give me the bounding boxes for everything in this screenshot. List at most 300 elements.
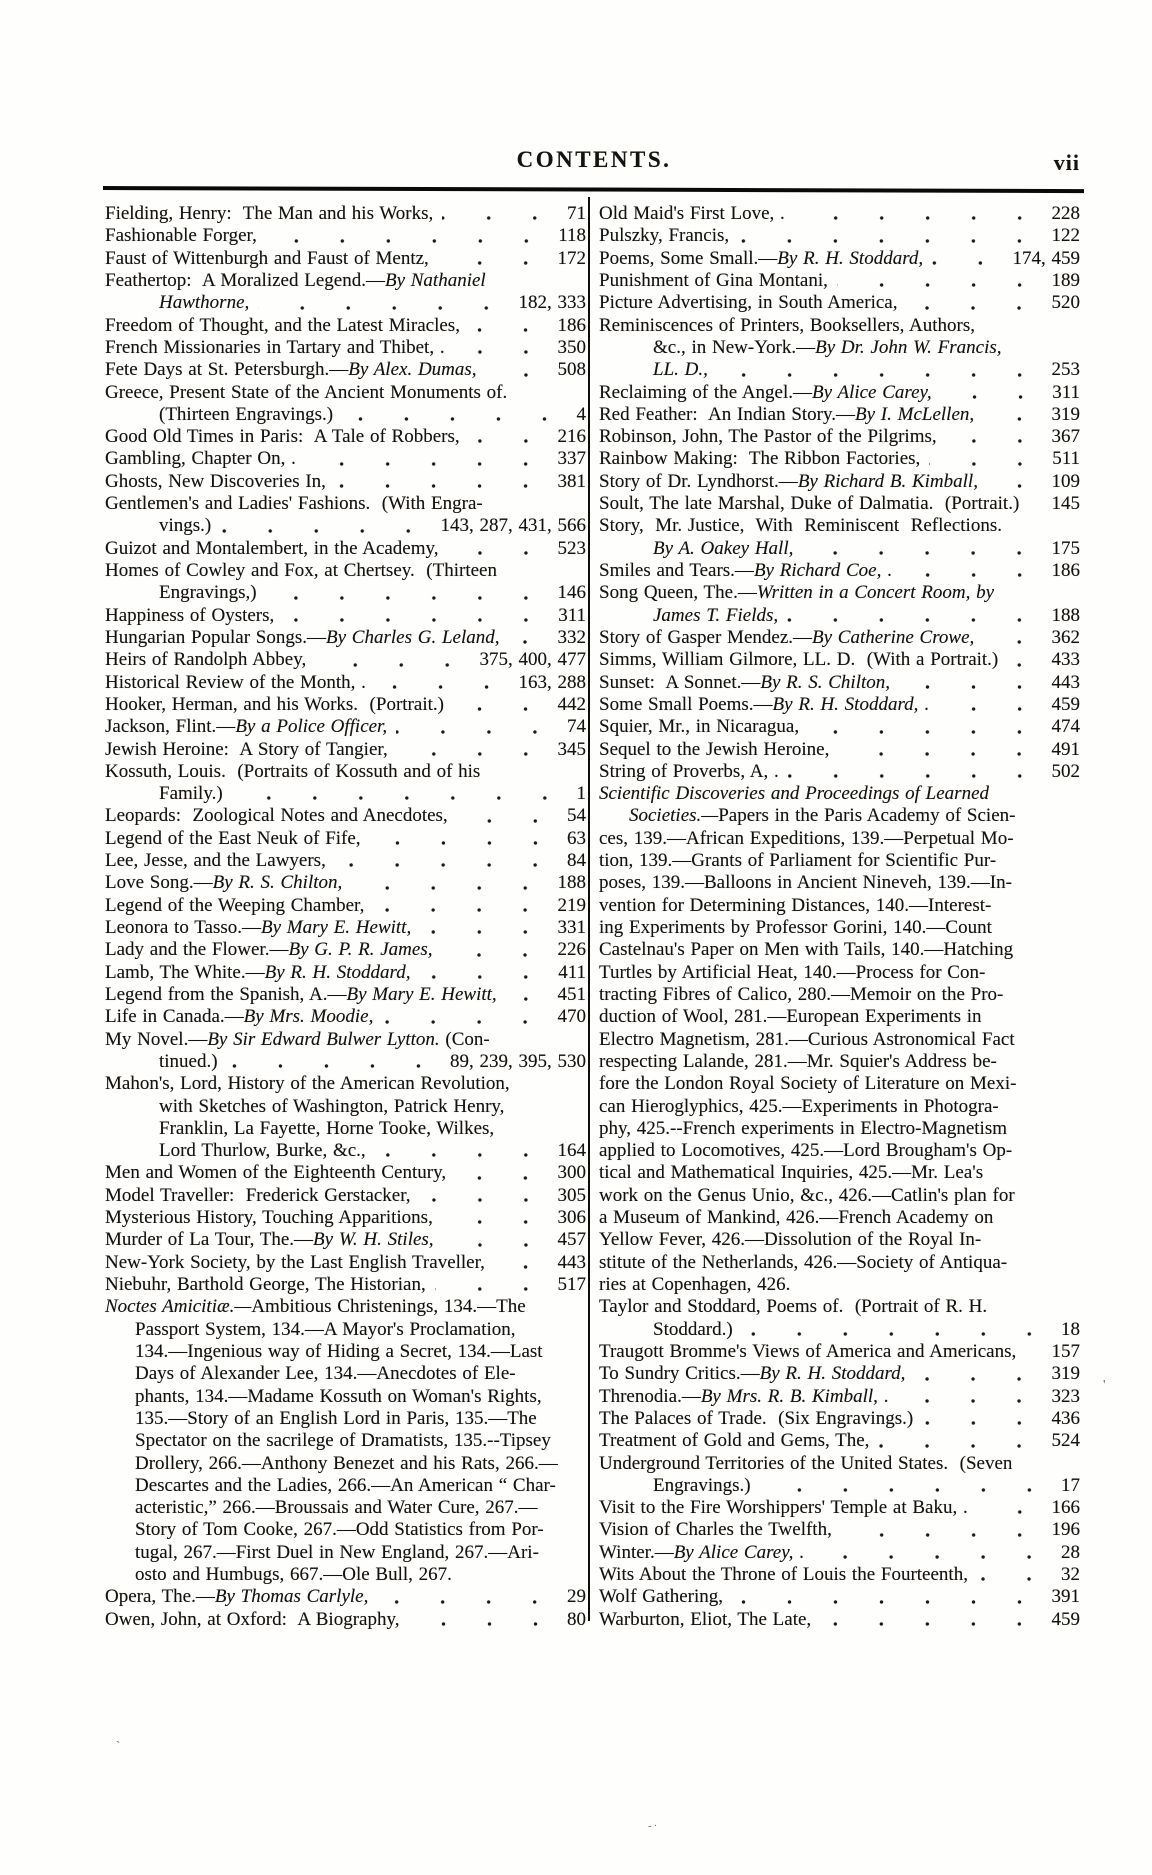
entry-text: Engravings.) [653,1474,751,1496]
toc-entry-line [599,560,1080,582]
spacer [1011,528,1071,534]
page-number: 219 [557,894,586,916]
toc-entry-line [599,1497,1080,1519]
toc-entry-line [599,337,1080,359]
spacer [567,1465,577,1471]
toc-entry-line [105,939,586,961]
toc-entry-line [599,1029,1080,1051]
dot-leader [878,1443,1042,1449]
dot-leader [941,394,1044,400]
page-number: 375, 400, 477 [479,649,586,671]
header-rule [103,186,1084,193]
toc-entry-line [105,359,586,381]
entry-text: By A. Oakey Hall, [653,537,794,559]
entry-text: Reclaiming of the Angel.— [599,381,813,403]
dot-leader [377,1599,558,1605]
spacer [499,1041,577,1047]
toc-entry-line [599,225,1080,247]
toc-entry-line [105,560,586,582]
dot-leader [370,840,558,846]
entry-text: Reminiscences of Printers, Booksellers, Authors, [599,314,976,336]
entry-text: By W. H. Stiles, [313,1229,434,1251]
page-number: 74 [567,716,586,738]
entry-text: By R. S. Chilton, [760,671,891,693]
toc-entry-line [599,694,1080,716]
page-number: 118 [558,225,586,247]
dot-leader [794,215,1043,221]
toc-entry-line [599,493,1080,515]
page-number: 253 [1051,359,1080,381]
entry-text: Feathertop: A Moralized Legend.— [105,269,385,291]
entry-text: fore the London Royal Society of Literature on Mexi- [599,1073,1017,1095]
spacer [535,1309,577,1315]
entry-text: Story of Tom Cooke, 267.—Odd Statistics from Por- [135,1519,544,1541]
spacer [548,1554,577,1560]
entry-text: Fashionable Forger, [105,225,257,247]
entry-text: Threnodia.— [599,1385,701,1407]
page-number: 350 [557,336,586,358]
entry-text: Fielding, Henry: The Man and his Works, [105,203,434,224]
entry-text: By Dr. John W. Francis, [815,336,1002,358]
dot-leader [455,1175,548,1181]
dot-leader [738,238,1042,244]
entry-text: Engravings,) [159,582,257,604]
dot-leader [508,639,548,645]
entry-text: Societies.— [629,805,719,827]
entry-text: By Nathaniel [384,269,486,291]
entry-text: &c., in New-York.— [653,336,816,358]
entry-text: Days of Alexander Lee, 134.—Anecdotes of Ele- [135,1363,516,1385]
entry-text: James T. Fields, [653,604,779,626]
dot-leader [837,282,1043,288]
page-number: 186 [557,314,586,336]
entry-text: ries at Copenhagen, 426. [599,1274,791,1295]
toc-entry-line [105,649,586,671]
entry-text: Vision of Charles the Twelfth, [599,1519,832,1541]
dot-leader [987,483,1043,489]
toc-entry-line [105,828,586,850]
toc-entry-line [599,1118,1080,1140]
dot-leader [266,238,549,244]
entry-text: By Alice Carey, [812,381,932,403]
toc-entry-line [599,270,1080,292]
toc-right-column [599,203,1080,1631]
entry-text: By R. H. Stoddard, [759,1363,906,1385]
entry-text: By Charles G. Leland, [326,626,500,648]
entry-text: stitute of the Netherlands, 426.—Society of Antiqua- [599,1251,1008,1273]
page-number: 381 [557,470,586,492]
toc-entry-line [105,426,586,448]
page-number: 18 [1061,1318,1080,1340]
entry-text: Electro Magnetism, 281.—Curious Astronomical Fact [599,1028,1015,1050]
page-number: 520 [1051,292,1080,314]
spacer [1021,885,1071,891]
entry-text: Leopards: Zoological Notes and Anecdotes, [105,805,448,827]
spacer [1000,907,1071,913]
entry-text: New-York Society, by the Last English Traveller, [105,1251,485,1273]
toc-entry-line [105,1051,586,1073]
dot-leader [469,327,549,333]
entry-text: Fete Days at St. Petersburgh.— [105,359,349,381]
entry-text: Lamb, The White.— [105,961,265,983]
page-number: 331 [557,917,586,938]
toc-entry-line [105,404,586,426]
page-number: 188 [1051,604,1080,626]
toc-entry-line [105,471,586,493]
page-number: 4 [576,403,586,425]
entry-text: Historical Review of the Month, . [105,671,366,693]
dot-leader [932,260,1003,266]
dot-leader [448,550,549,556]
entry-text: duction of Wool, 281.—European Experiments in [599,1006,982,1028]
page-number: 459 [1051,1608,1080,1630]
entry-text: Model Traveller: Frederick Gerstacker, [105,1184,411,1206]
dot-leader [382,1019,548,1025]
page-number: 442 [557,693,586,715]
page-number: 311 [558,604,586,626]
entry-text: Passport System, 134.—A Mayor's Proclamation, [135,1318,516,1340]
entry-text: By Sir Edward Bulwer Lytton. [207,1028,440,1050]
entry-text: Warburton, Eliot, The Late, [599,1608,812,1630]
entry-text: LL. D., [653,359,708,381]
page-number: 71 [567,203,586,224]
entry-text: (Con- [439,1028,490,1050]
toc-entry-line [105,917,586,939]
entry-text: Leonora to Tasso.— [105,917,261,938]
toc-entry-line [599,515,1080,537]
page-number: 28 [1061,1541,1080,1563]
entry-text: Lee, Jesse, and the Lawyers, [105,850,326,872]
toc-entry-line [105,1363,586,1385]
entry-text: Gentlemen's and Ladies' Fashions. (With Engra- [105,493,483,515]
toc-entry-line [105,1207,586,1229]
entry-text: tracting Fibres of Calico, 280.—Memoir on the Pro- [599,983,1004,1005]
toc-entry-line [105,605,586,627]
entry-text: Kossuth, Louis. (Portraits of Kossuth and of his [105,760,481,782]
entry-text: . [881,560,892,581]
toc-entry-line [599,203,1080,225]
entry-text: Wits About the Throne of Louis the Fourteenth, [599,1564,968,1586]
page-number: 319 [1051,1363,1080,1385]
page-number: 367 [1051,426,1080,448]
entry-text: tical and Mathematical Inquiries, 425.—Mr. Lea's [599,1162,984,1184]
toc-entry-line [599,1564,1080,1586]
toc-entry-line [105,1073,586,1095]
dot-leader [813,1554,1052,1560]
toc-entry-line [599,783,1080,805]
entry-text: Men and Women of the Eighteenth Century, [105,1162,447,1184]
page-number: 182, 333 [518,292,586,314]
dot-leader [929,461,1043,467]
page-number: 175 [1051,537,1080,559]
dot-leader [397,751,549,757]
dot-leader [442,215,558,221]
entry-text: Owen, John, at Oxford: A Biography, [105,1608,400,1630]
entry-text: Written in a Concert Room, by [756,582,995,604]
toc-entry-line [105,1542,586,1564]
spacer [1016,1264,1071,1270]
entry-text: Hawthorne, [159,292,250,314]
toc-entry-line [599,939,1080,961]
toc-entry-line [105,694,586,716]
toc-entry-line [599,448,1080,470]
spacer [996,1309,1071,1315]
toc-entry-line [105,493,586,515]
toc-entry-line [599,1408,1080,1430]
entry-text: work on the Genus Unio, &c., 426.—Catlin's plan for [599,1184,1015,1206]
toc-entry-line [105,582,586,604]
entry-text: Treatment of Gold and Gems, The, [599,1430,870,1452]
spacer [1003,595,1071,601]
spacer [506,572,577,578]
entry-text: Sequel to the Jewish Heroine, [599,738,830,760]
toc-entry-line [599,805,1080,827]
toc-entry-line [105,1475,586,1497]
spacer [1028,505,1042,511]
toc-entry-line [105,1274,586,1296]
entry-text: Descartes and the Ladies, 266.—An American “ Char- [135,1474,556,1496]
entry-text: By Thomas Carlyle, [214,1586,369,1608]
entry-text: Sunset: A Sonnet.— [599,671,761,693]
entry-text: Some Small Poems.— [599,693,773,715]
toc-entry-line [599,292,1080,314]
dot-leader [938,706,1043,712]
entry-text: with Sketches of Washington, Patrick Henry, [159,1095,505,1117]
column-divider-rule [588,197,590,1621]
entry-text: Picture Advertising, in South America, [599,292,898,314]
entry-text: Family.) [159,783,223,805]
page-number: 306 [557,1207,586,1229]
spacer [1006,1063,1071,1069]
toc-entry-line [599,1341,1080,1363]
toc-entry-line [105,850,586,872]
entry-text: Soult, The late Marshal, Duke of Dalmatia. (Portrait.) [599,493,1020,515]
toc-entry-line [105,1296,586,1318]
dot-leader [351,885,548,891]
entry-text: Jewish Heroine: A Story of Tangier, [105,738,388,760]
dot-leader [820,1621,1042,1627]
entry-text: Legend from the Spanish, A.— [105,983,347,1005]
spacer [553,1532,577,1538]
page-number: 166 [1051,1497,1080,1519]
toc-entry-line [599,582,1080,604]
spacer [503,1130,577,1136]
entry-text: By R. H. Stoddard, [772,693,919,715]
spacer [1023,840,1071,846]
page-number: 433 [1051,649,1080,671]
toc-entry-line [105,1453,586,1475]
toc-entry-line [599,1006,1080,1028]
page-number: 345 [557,738,586,760]
entry-text: Papers in the Paris Academy of Scien- [718,805,1016,827]
dot-leader [220,528,431,534]
spacer [552,1353,577,1359]
page-number: 443 [557,1251,586,1273]
entry-text: Story of Dr. Lyndhorst.— [599,470,798,492]
entry-text: By a Police Officer, [235,716,388,738]
spacer [495,282,577,288]
toc-entry-line [599,1542,1080,1564]
toc-entry-line [599,248,1080,270]
toc-entry-line [599,359,1080,381]
toc-entry-line [105,761,586,783]
entry-text: By R. S. Chilton, [212,872,343,894]
dot-leader [899,684,1042,690]
dot-leader [901,572,1043,578]
dot-leader [420,1197,549,1203]
page-number: 305 [557,1184,586,1206]
toc-entry-line [105,716,586,738]
toc-entry-line [599,1073,1080,1095]
entry-text: vention for Determining Distances, 140.—Interest- [599,894,992,916]
entry-text: tion, 139.—Grants of Parliament for Scientific Pur- [599,850,997,872]
entry-text: Squier, Mr., in Nicaragua, [599,716,800,738]
toc-entry-line [105,315,586,337]
toc-entry-line [105,448,586,470]
toc-entry-line [599,649,1080,671]
dot-leader [396,729,558,735]
spacer [1024,1041,1071,1047]
entry-text: By R. H. Stoddard, [777,247,924,269]
page-number: 491 [1051,738,1080,760]
entry-text: Homes of Cowley and Fox, at Chertsey. (Thirteen [105,560,497,581]
dot-leader [441,952,548,958]
page-number: 319 [1051,403,1080,425]
spacer [991,1019,1071,1025]
spacer [560,1443,577,1449]
entry-text: Greece, Present State of the Ancient Monuments of. [105,381,508,403]
toc-entry-line [599,1430,1080,1452]
page-number: 474 [1051,716,1080,738]
toc-entry-line [105,1029,586,1051]
dot-leader [760,1487,1052,1493]
entry-text: Red Feather: An Indian Story.— [599,403,856,425]
toc-entry-line [105,1096,586,1118]
entry-text: Hooker, Herman, and his Works. (Portrait.) [105,693,444,715]
toc-entry-line [105,1140,586,1162]
toc-entry-line [105,1341,586,1363]
entry-text: Turtles by Artificial Heat, 140.—Process for Con- [599,961,986,983]
dot-leader [787,617,1042,623]
entry-text: Franklin, La Fayette, Horne Tooke, Wilkes, [159,1117,495,1139]
page-number: 163, 288 [518,671,586,693]
toc-entry-line [105,1586,586,1608]
entry-text: Pulszky, Francis, [599,225,730,247]
toc-entry-line [599,1609,1080,1631]
page-number: 332 [557,626,586,648]
entry-text: a Museum of Mankind, 426.—French Academy on [599,1207,994,1229]
entry-text: By R. H. Stoddard, [264,961,411,983]
spacer [516,394,577,400]
entry-text: Poems, Some Small.— [599,247,778,269]
entry-text: Lord Thurlow, Burke, &c., [159,1140,366,1162]
toc-entry-line [105,627,586,649]
dot-leader [506,996,549,1002]
entry-text: acteristic,” 266.—Broussais and Water Cure, 267.— [135,1497,538,1519]
dot-leader [305,461,549,467]
entry-text: By Alex. Dumas, [348,359,477,381]
page-number: 300 [557,1162,586,1184]
spacer [994,974,1071,980]
dot-leader [442,1219,549,1225]
entry-text: Legend of the East Neuk of Fife, [105,827,361,849]
entry-text: Wolf Gathering, [599,1586,723,1608]
dot-leader [732,1599,1043,1605]
entry-text: Mysterious History, Touching Apparitions, [105,1207,433,1229]
toc-entry-line [105,1609,586,1631]
spacer [565,1487,577,1493]
entry-text: Ghosts, New Discoveries In, [105,470,326,492]
entry-text: By G. P. R. James, [288,939,433,961]
page-number: 174, 459 [1012,247,1080,269]
toc-entry-line [599,1475,1080,1497]
page-number: 523 [557,537,586,559]
dot-leader [977,1509,1043,1515]
page-number: 89, 239, 395, 530 [450,1050,586,1072]
entry-text: Story, Mr. Justice, With Reminiscent Reflections. [599,515,1002,537]
page-number: 443 [1051,671,1080,693]
page-number: 311 [1052,381,1080,403]
entry-text: . [918,693,929,715]
spacer [461,1576,577,1582]
toc-entry-line [105,203,586,225]
page-number: 17 [1061,1474,1080,1496]
toc-entry-line [599,1274,1080,1296]
entry-text: tugal, 267.—First Duel in New England, 267.—Ari- [135,1541,539,1563]
entry-text: Legend of the Weeping Chamber, [105,894,365,916]
dot-leader [453,706,549,712]
dot-leader [342,416,567,422]
entry-text: poses, 139.—Balloons in Ancient Nineveh, 139.—In- [599,872,1012,894]
entry-text: Good Old Times in Paris: A Tale of Robbers, [105,426,460,448]
page-number: 146 [557,582,586,604]
page-number: 524 [1051,1430,1080,1452]
entry-text: Scientific Discoveries and Proceedings of Learned [599,783,990,805]
spacer [525,1376,577,1382]
dot-leader [227,1063,441,1069]
entry-text: respecting Lalande, 281.—Mr. Squier's Address be- [599,1050,997,1072]
page-number: 143, 287, 431, 566 [440,515,586,537]
toc-entry-line [105,225,586,247]
entry-text: osto and Humbugs, 667.—Ole Bull, 267. [135,1564,452,1586]
dot-leader [375,1152,549,1158]
toc-entry-line [105,538,586,560]
entry-text: Simms, William Gilmore, LL. D. (With a Portrait.) [599,649,999,671]
spacer [492,505,577,511]
page-number: 109 [1051,470,1080,492]
dot-leader [420,929,548,935]
spacer [1025,1353,1042,1359]
page-number: 337 [557,448,586,470]
entry-text: By Richard Coe, [753,560,882,581]
dot-leader [486,372,549,378]
entry-text: Niebuhr, Barthold George, The Historian, [105,1274,426,1295]
dot-leader [897,1398,1042,1404]
entry-text: By Mrs. R. B. Kimball, [700,1385,878,1407]
dot-leader [841,1532,1043,1538]
entry-text: French Missionaries in Tartary and Thibet, . [105,336,445,358]
toc-entry-line [105,1408,586,1430]
spacer [1021,1152,1071,1158]
toc-entry-line [599,962,1080,984]
page-number: 29 [567,1586,586,1608]
toc-entry-line [105,1430,586,1452]
page-number: 54 [567,805,586,827]
dot-leader [717,372,1043,378]
toc-entry-line [599,1162,1080,1184]
dot-leader [922,1420,1042,1426]
toc-entry-line [105,1564,586,1586]
